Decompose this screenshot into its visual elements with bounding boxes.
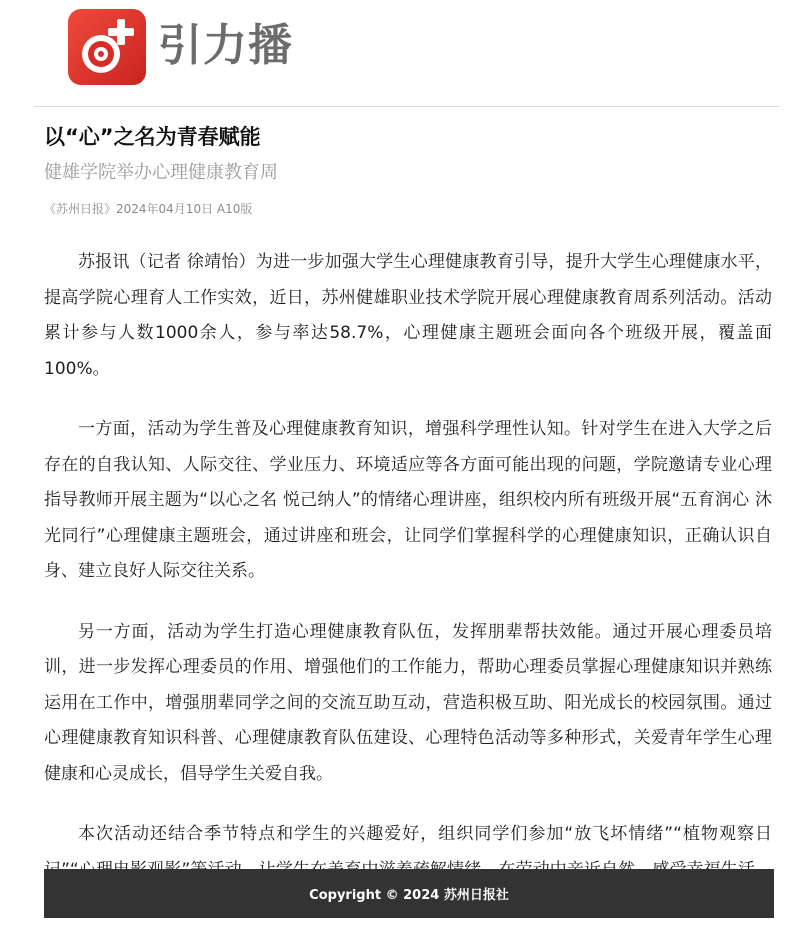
site-footer: [44, 869, 774, 918]
article-paragraph: 本次活动还结合季节特点和学生的兴趣爱好，组织同学们参加“放飞坏情绪”“植物观察日: [78, 824, 772, 844]
article-body: [44, 245, 772, 949]
copyright-text: Copyright © 2024 苏州日报社: [309, 888, 509, 903]
article-paragraph: 苏报讯（记者 徐靖怡）为进一步加强大学生心理健康教育引导，提升大学生心理健康水平，提高学院心理育人工作实效，近日，苏州健雄职业技术学院开展心理健康教育周系列活动。活动累计参与人数1000余人，参与率达58.7%，心理健康主题班会面向各个班级开展，覆盖面100%。: [44, 252, 772, 379]
yinlibo-logo-icon[interactable]: [68, 9, 146, 85]
site-header: [0, 0, 812, 107]
brand-name[interactable]: 引力播: [158, 20, 293, 71]
article-title: 以“心”之名为青春赋能: [44, 125, 261, 149]
article-paragraph: 另一方面，活动为学生打造心理健康教育队伍，发挥朋辈帮扶效能。通过开展心理委员培训，进一步发挥心理委员的作用、增强他们的工作能力，帮助心理委员掌握心理健康知识并熟练运用在工作中，增强朋辈同学之间的交流互助互动，营造积极互助、阳光成长的校园氛围。通过心理健康教育知识科普、心理健康教育队伍建设、心理特色活动等多种形式，关爱青年学生心理健康和心灵成长，倡导学生关爱自我。: [44, 621, 772, 784]
header-divider: [34, 106, 780, 107]
article-paragraph: 一方面，活动为学生普及心理健康教育知识，增强科学理性认知。针对学生在进入大学之后存在的自我认知、人际交往、学业压力、环境适应等各方面可能出现的问题，学院邀请专业心理指导教师开展主题为“以心之名 悦己纳人”的情绪心理讲座，组织校内所有班级开展“五育润心 沐光同行”心理健康主题班会，通过讲座和班会，让同学们掌握科学的心理健康知识，正确认识自身、建立良好人际交往关系。: [44, 419, 772, 581]
article-source-meta: 《苏州日报》2024年04月10日 A10版: [44, 202, 253, 216]
article-subtitle: 健雄学院举办心理健康教育周: [44, 162, 278, 183]
